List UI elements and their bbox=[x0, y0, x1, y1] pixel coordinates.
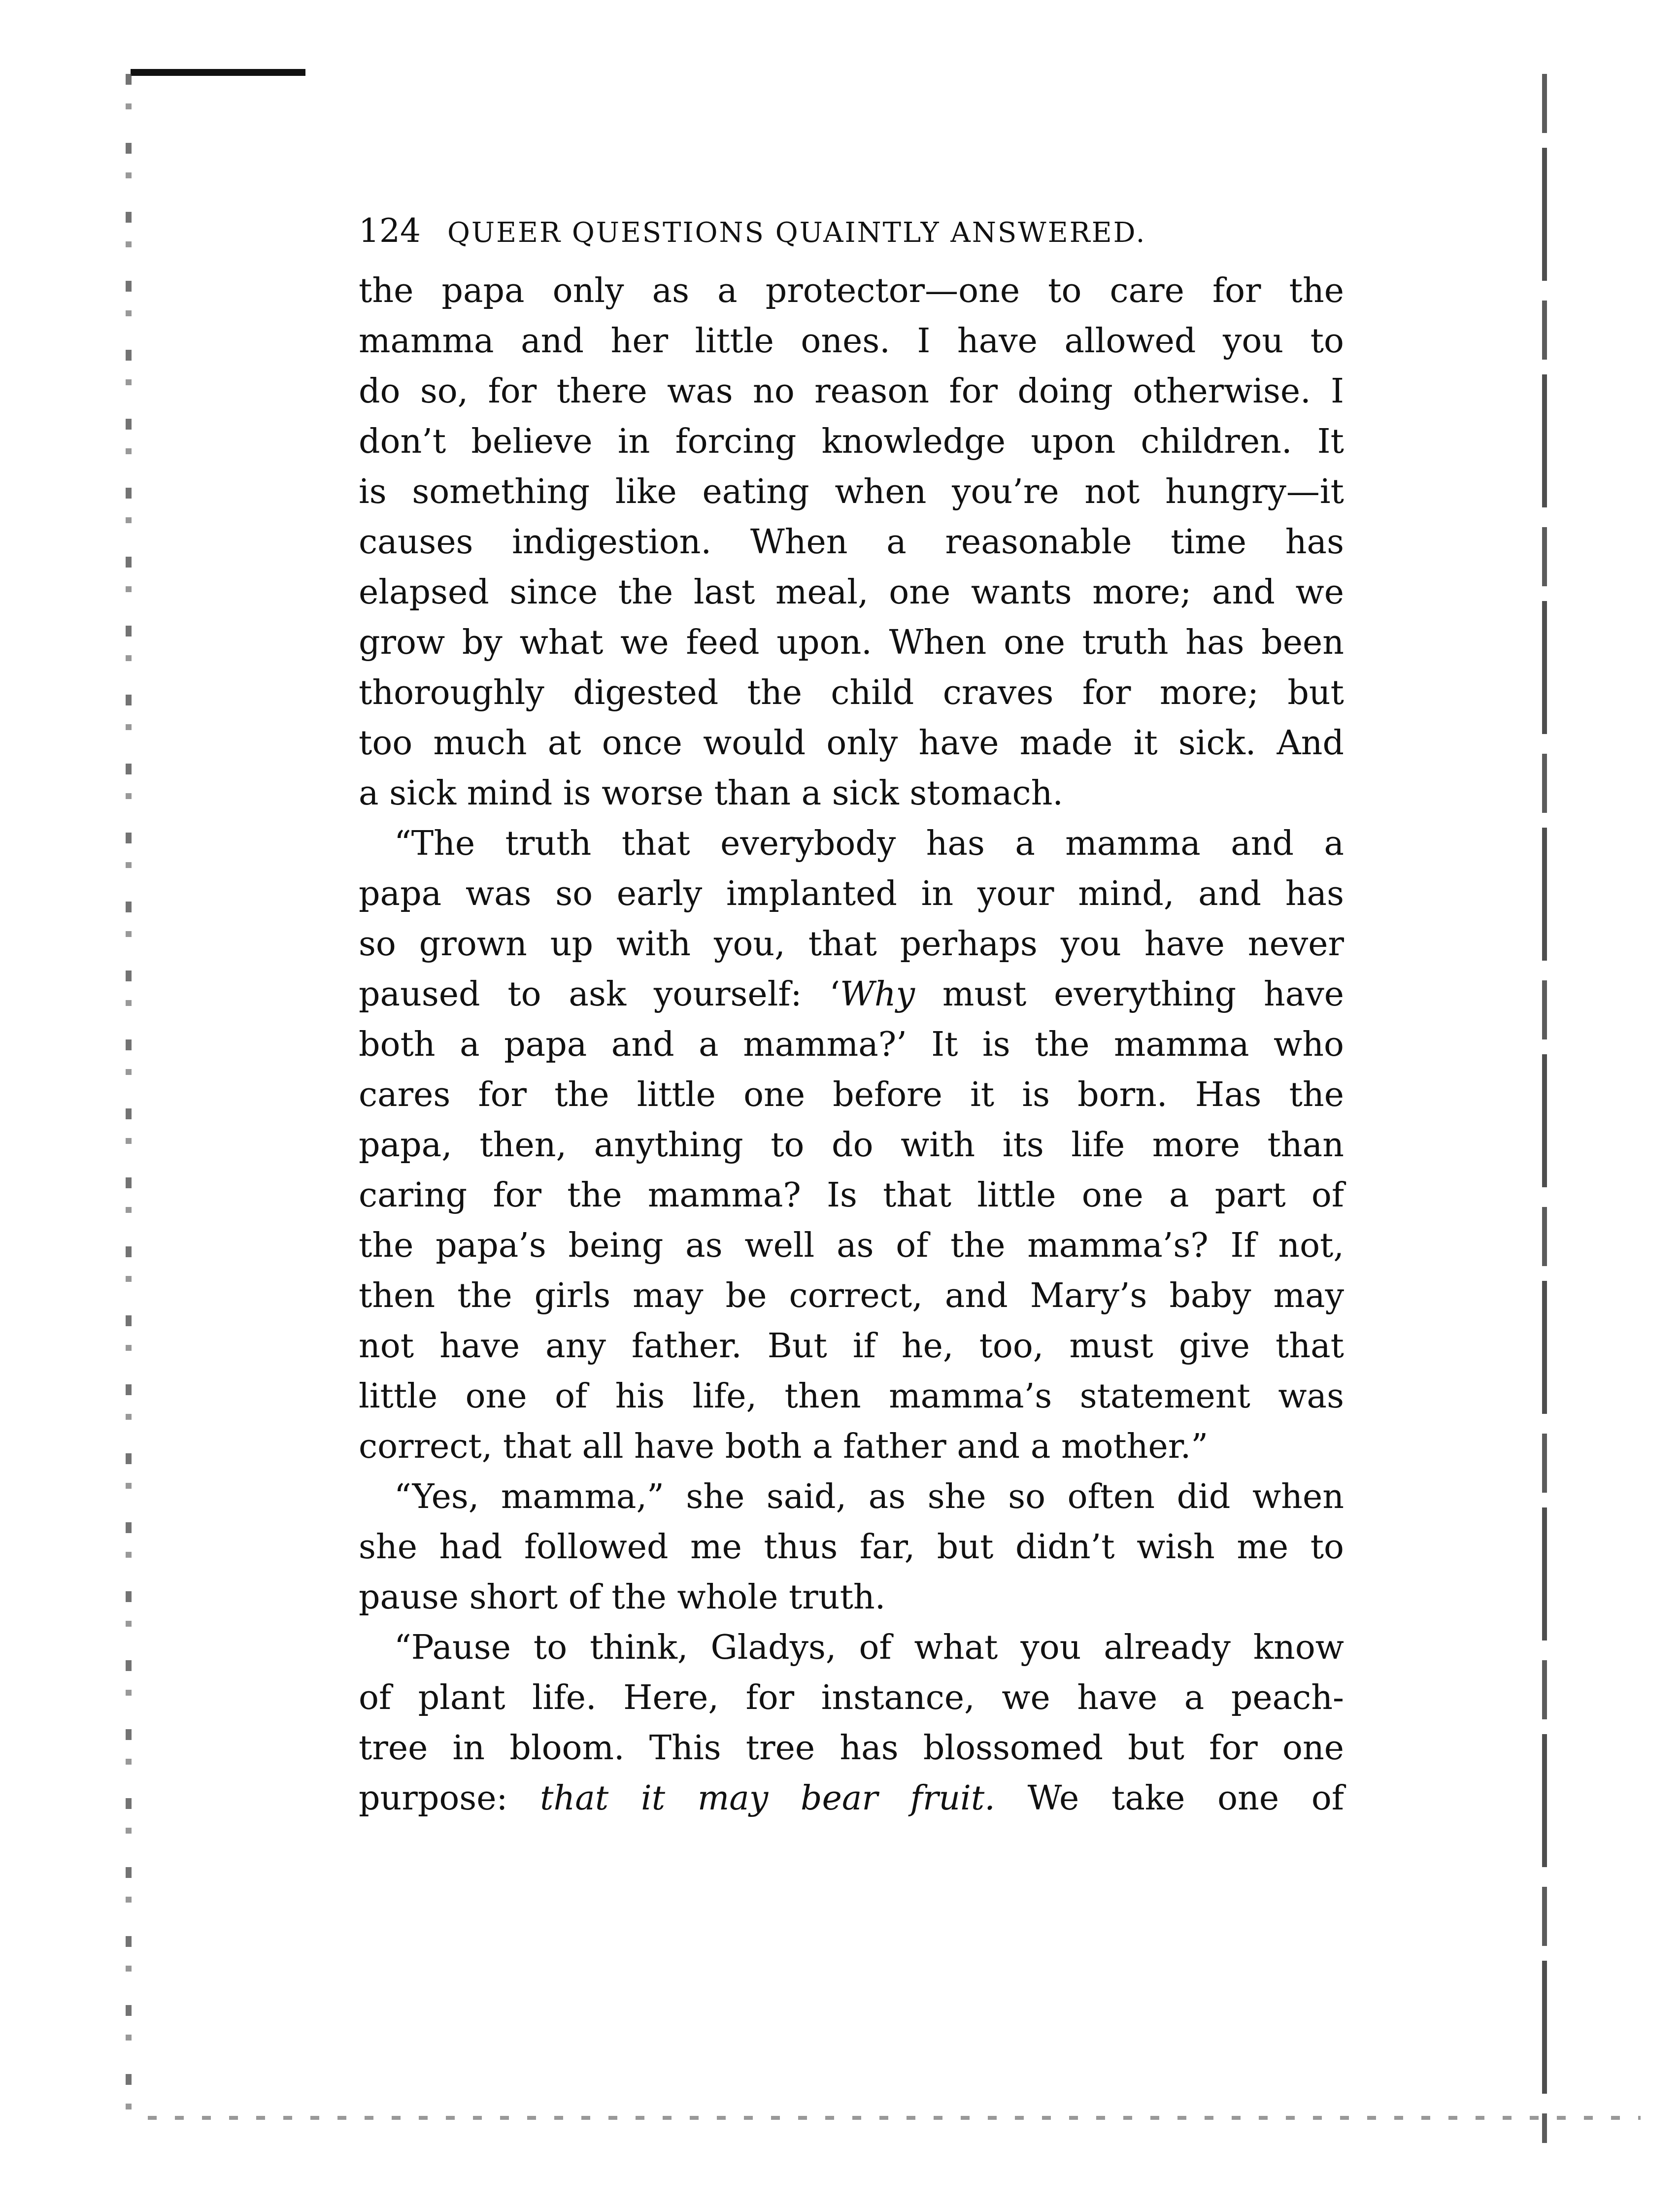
text-line: of plant life. Here, for instance, we have a peach- bbox=[359, 1678, 1344, 1717]
text-line: papa was so early implanted in your mind, and has bbox=[359, 874, 1344, 913]
scan-border-bottom bbox=[148, 2116, 1641, 2120]
text-line: correct, that all have both a father and a mother.” bbox=[359, 1427, 1209, 1466]
paragraph-3 bbox=[359, 1472, 1344, 1623]
text-run: We take one of bbox=[995, 1779, 1344, 1818]
text-line: caring for the mamma? Is that little one a part of bbox=[359, 1176, 1344, 1215]
page-number: 124 bbox=[359, 212, 421, 250]
text-line: then the girls may be correct, and Mary’s baby may bbox=[359, 1276, 1344, 1315]
text-line: don’t believe in forcing knowledge upon children. It bbox=[359, 422, 1344, 461]
paragraph-2 bbox=[359, 819, 1344, 1472]
italic-text: Why bbox=[840, 975, 915, 1014]
running-title: QUEER QUESTIONS QUAINTLY ANSWERED. bbox=[447, 217, 1146, 249]
text-line: so grown up with you, that perhaps you have never bbox=[359, 925, 1344, 964]
text-run: paused to ask yourself: ‘ bbox=[359, 975, 840, 1014]
text-run: purpose: bbox=[359, 1779, 540, 1818]
text-line: little one of his life, then mamma’s statement was bbox=[359, 1377, 1344, 1416]
text-line-mixed bbox=[359, 970, 1344, 1020]
text-line: “The truth that everybody has a mamma and a bbox=[394, 824, 1344, 863]
scan-border-top bbox=[131, 69, 305, 76]
text-line: papa, then, anything to do with its life more than bbox=[359, 1126, 1344, 1165]
text-line: grow by what we feed upon. When one truth has been bbox=[359, 623, 1344, 662]
book-page bbox=[359, 212, 1344, 1824]
text-line: a sick mind is worse than a sick stomach. bbox=[359, 774, 1063, 813]
text-run: must everything have bbox=[915, 975, 1344, 1014]
running-head bbox=[359, 212, 1344, 266]
text-line-mixed bbox=[359, 1774, 1344, 1824]
text-line: is something like eating when you’re not hungry—it bbox=[359, 472, 1344, 511]
text-line: “Yes, mamma,” she said, as she so often did when bbox=[394, 1477, 1344, 1516]
text-line: do so, for there was no reason for doing otherwise. I bbox=[359, 372, 1344, 411]
text-line: mamma and her little ones. I have allowed you to bbox=[359, 322, 1344, 361]
text-line: the papa’s being as well as of the mamma’s? If not, bbox=[359, 1226, 1344, 1265]
text-line: both a papa and a mamma?’ It is the mamma who bbox=[359, 1025, 1344, 1064]
text-line: “Pause to think, Gladys, of what you already know bbox=[394, 1628, 1344, 1667]
text-line: thoroughly digested the child craves for more; but bbox=[359, 673, 1344, 712]
text-line: elapsed since the last meal, one wants more; and we bbox=[359, 573, 1344, 612]
text-line: causes indigestion. When a reasonable time has bbox=[359, 523, 1344, 562]
text-line: the papa only as a protector—one to care for the bbox=[359, 271, 1344, 310]
paragraph-4 bbox=[359, 1623, 1344, 1824]
text-line: cares for the little one before it is born. Has the bbox=[359, 1075, 1344, 1114]
text-line: tree in bloom. This tree has blossomed but for one bbox=[359, 1729, 1344, 1768]
text-line: too much at once would only have made it sick. And bbox=[359, 724, 1344, 763]
italic-text: that it may bear fruit. bbox=[540, 1779, 995, 1818]
text-line: pause short of the whole truth. bbox=[359, 1578, 886, 1617]
text-line: not have any father. But if he, too, must give that bbox=[359, 1327, 1344, 1366]
text-line: she had followed me thus far, but didn’t wish me to bbox=[359, 1528, 1344, 1567]
scan-border-right bbox=[1542, 74, 1547, 2143]
scan-border-left bbox=[126, 74, 132, 2123]
paragraph-1 bbox=[359, 266, 1344, 819]
